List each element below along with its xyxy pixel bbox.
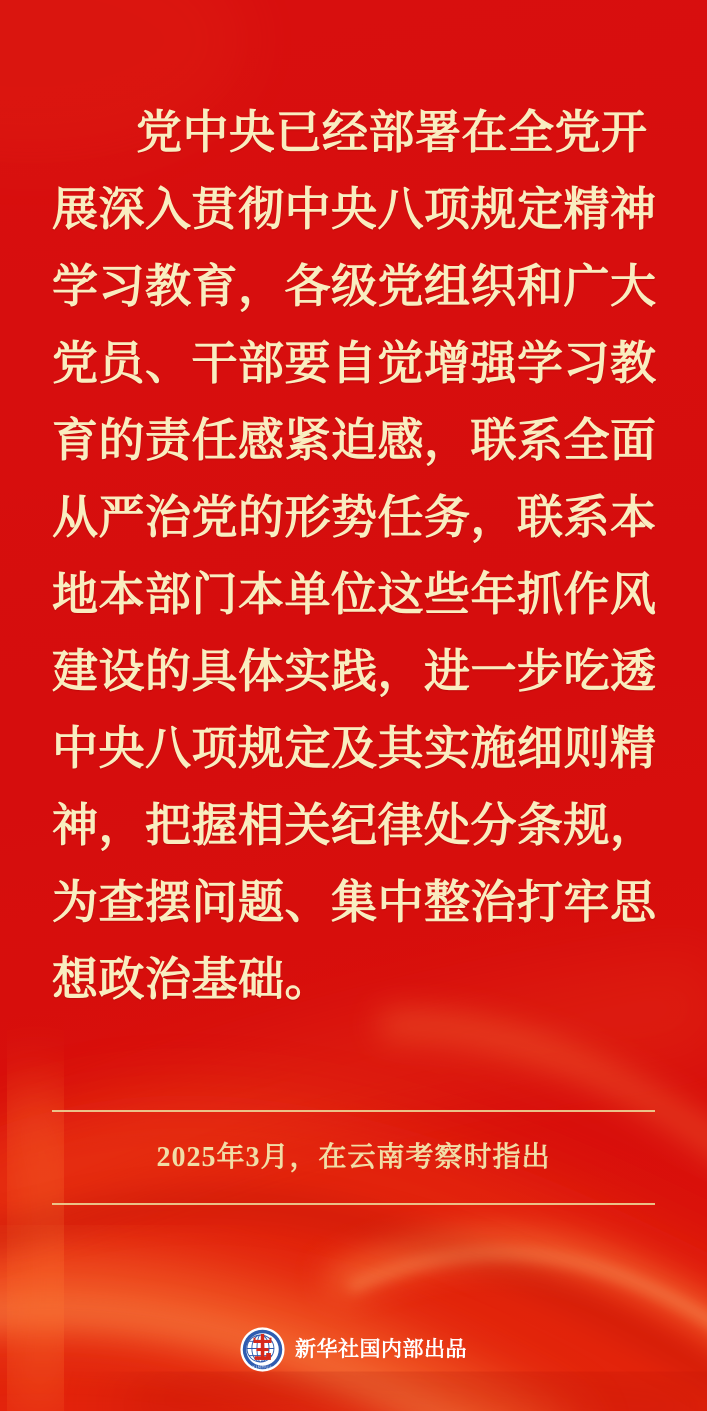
quote-line: 建设的具体实践，进一步吃透 <box>52 646 657 697</box>
attribution-text: 2025年3月，在云南考察时指出 <box>156 1142 551 1173</box>
xinhua-logo-icon <box>240 1327 285 1372</box>
quote-text-block <box>52 94 662 1018</box>
quote-line: 想政治基础。 <box>52 954 331 1005</box>
quote-line: 展深入贯彻中央八项规定精神 <box>52 184 657 235</box>
quote-line: 育的责任感紧迫感，联系全面 <box>52 415 657 466</box>
quote-line: 中央八项规定及其实施细则精 <box>52 723 657 774</box>
footer-credit-block <box>0 1327 707 1372</box>
divider-line-bottom <box>52 1203 655 1205</box>
xinhua-logo-caption: XINHUA <box>252 1364 273 1370</box>
quote-line: 党员、干部要自觉增强学习教 <box>52 338 657 389</box>
quote-line: 从严治党的形势任务，联系本 <box>52 492 657 543</box>
quote-line: 党中央已经部署在全党开 <box>136 107 648 158</box>
footer-credit-text: 新华社国内部出品 <box>295 1338 467 1361</box>
attribution-block <box>52 1110 655 1173</box>
quote-line: 神，把握相关纪律处分条规， <box>52 800 657 851</box>
divider-line-top <box>52 1110 655 1112</box>
quote-line: 地本部门本单位这些年抓作风 <box>52 569 657 620</box>
quote-line: 学习教育，各级党组织和广大 <box>52 261 657 312</box>
quote-line: 为查摆问题、集中整治打牢思 <box>52 877 657 928</box>
